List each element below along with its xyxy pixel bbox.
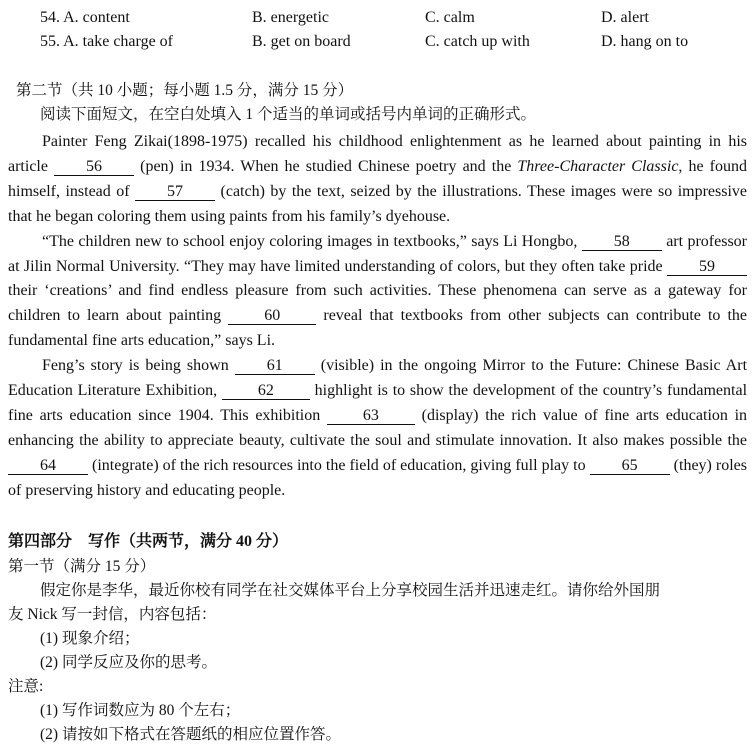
blank-64[interactable]: 64 bbox=[8, 457, 88, 475]
blank-61[interactable]: 61 bbox=[235, 357, 315, 375]
note-item-1: (1) 写作词数应为 80 个左右； bbox=[40, 702, 241, 719]
blank-58[interactable]: 58 bbox=[582, 233, 662, 251]
option-d: D. alert bbox=[601, 9, 649, 26]
blank-62[interactable]: 62 bbox=[222, 382, 310, 400]
option-c: C. catch up with bbox=[425, 33, 530, 50]
option-b: B. energetic bbox=[252, 9, 330, 26]
content-item-2: (2) 同学反应及你的思考。 bbox=[40, 654, 217, 671]
option-a: 55. A. take charge of bbox=[40, 33, 173, 50]
section-2-header bbox=[8, 79, 748, 127]
blank-56[interactable]: 56 bbox=[54, 158, 134, 176]
blank-59[interactable]: 59 bbox=[667, 258, 747, 276]
writing-prompt-line-2: 友 Nick 写一封信，内容包括： bbox=[8, 606, 217, 623]
option-d: D. hang on to bbox=[601, 33, 689, 50]
blank-57[interactable]: 57 bbox=[135, 183, 215, 201]
option-a: 54. A. content bbox=[40, 9, 130, 26]
note-label: 注意: bbox=[8, 678, 44, 695]
option-c: C. calm bbox=[425, 9, 475, 26]
note-item-2: (2) 请按如下格式在答题纸的相应位置作答。 bbox=[40, 726, 341, 743]
writing-prompt-line-1: 假定你是李华，最近你校有同学在社交媒体平台上分享校园生活并迅速走红。请你给外国朋 bbox=[40, 582, 661, 599]
passage bbox=[8, 130, 747, 504]
section-instruction: 阅读下面短文，在空白处填入 1 个适当的单词或括号内单词的正确形式。 bbox=[40, 106, 537, 123]
option-row-54 bbox=[40, 6, 740, 30]
option-row-55 bbox=[40, 30, 740, 54]
blank-63[interactable]: 63 bbox=[327, 407, 415, 425]
content-item-1: (1) 现象介绍； bbox=[40, 630, 140, 647]
paragraph-1: Painter Feng Zikai(1898-1975) recalled his childhood enlightenment as he learned about painting in his article 56 (pen) in 1934. When he studied Chinese poetry and the Three-Character Classic, he found himself, instead of 57 (catch) by the text, seized by the illustrations. These images were so impressive that he began coloring them using paints from his family’s dyehouse. bbox=[8, 133, 748, 225]
answer-options bbox=[40, 6, 740, 54]
section-heading: 第二节（共 10 小题；每小题 1.5 分，满分 15 分） bbox=[16, 82, 354, 99]
blank-60[interactable]: 60 bbox=[228, 307, 316, 325]
part-4-writing bbox=[8, 528, 748, 747]
paragraph-2: “The children new to school enjoy coloring images in textbooks,” says Li Hongbo, 58 art professor at Jilin Normal University. “They may have limited understanding of colors, but they often take pride 59 their ‘creations’ and find endless pleasure from such activities. These phenomena can serve as a gateway for children to learn about painting 60 reveal that textbooks from other subjects can contribute to the fundamental fine arts education,” says Li. bbox=[8, 232, 748, 350]
paragraph-3: Feng’s story is being shown 61 (visible) in the ongoing Mirror to the Future: Chinese Basic Art Education Literature Exhibition, 62 highlight is to show the development of the country’s fundamental fine arts education since 1904. This exhibition 63 (display) the rich value of fine arts education in enhancing the ability to appreciate beauty, cultivate the soul and stimulate innovation. It also makes possible the 64 (integrate) of the rich resources into the field of education, giving full play to 65 (they) roles of preserving history and educating people. bbox=[8, 357, 748, 499]
part-heading: 第四部分 写作（共两节，满分 40 分） bbox=[8, 533, 289, 550]
option-b: B. get on board bbox=[252, 33, 351, 50]
sub-heading: 第一节（满分 15 分） bbox=[8, 558, 156, 575]
blank-65[interactable]: 65 bbox=[590, 457, 670, 475]
